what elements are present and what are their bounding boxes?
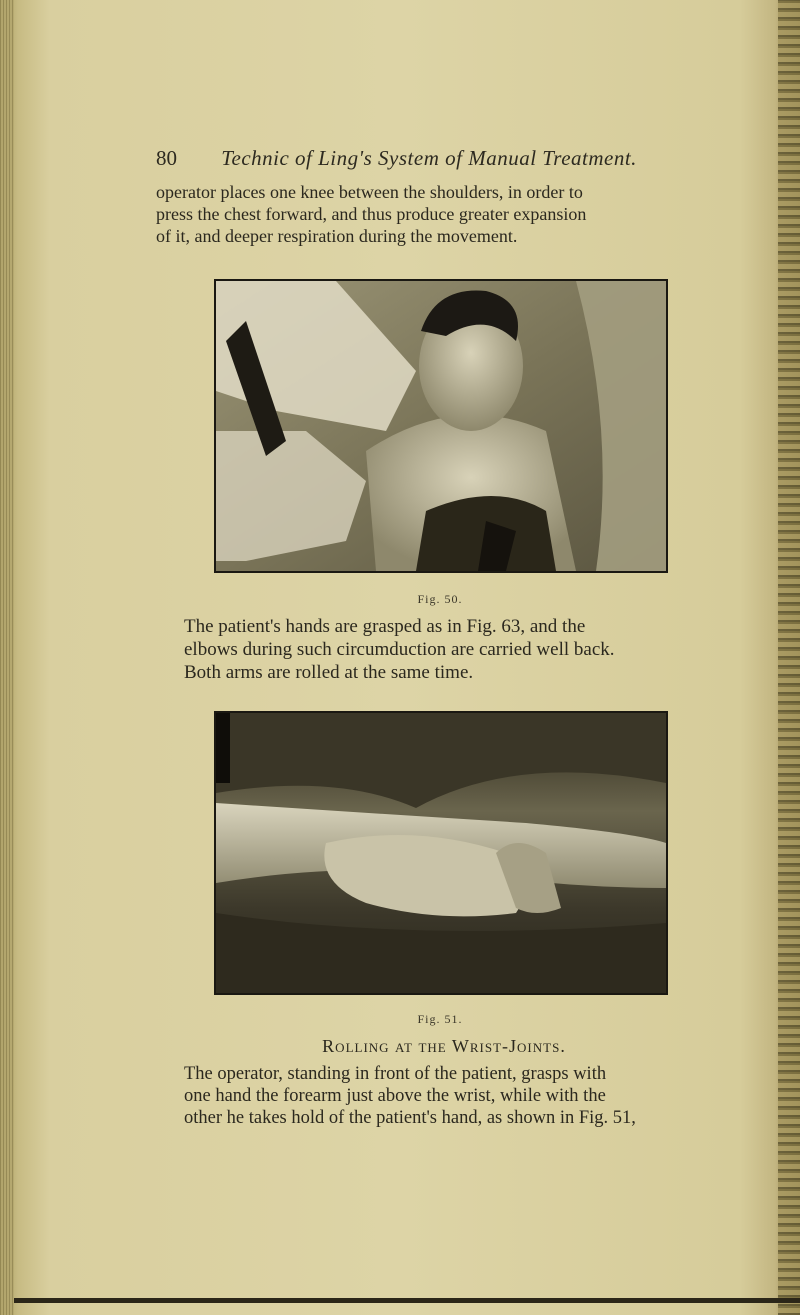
text-line: The operator, standing in front of the patient, grasps with bbox=[184, 1064, 607, 1084]
figure-50-photo bbox=[214, 279, 668, 573]
page-edge bbox=[778, 0, 800, 1315]
figure-51-illustration bbox=[216, 713, 666, 993]
text-line: operator places one knee between the shoulders, in order to bbox=[156, 182, 583, 202]
figure-51-photo bbox=[214, 711, 668, 995]
text-line: Both arms are rolled at the same time. bbox=[184, 662, 474, 683]
paragraph-circumduction bbox=[184, 615, 744, 684]
text-line: other he takes hold of the patient's hand, as shown in Fig. 51, bbox=[184, 1108, 636, 1128]
figure-50-caption: Fig. 50. bbox=[417, 592, 463, 606]
figure-50-illustration bbox=[216, 281, 666, 571]
text-line: of it, and deeper respiration during the movement. bbox=[156, 226, 518, 246]
text-line: one hand the forearm just above the wrist, while with the bbox=[184, 1086, 606, 1106]
text-line: The patient's hands are grasped as in Fig. 63, and the bbox=[184, 616, 586, 637]
page-gutter bbox=[0, 0, 14, 1315]
page-number: 80 bbox=[156, 146, 177, 170]
section-heading: Rolling at the Wrist-Joints. bbox=[322, 1036, 566, 1056]
text-line: elbows during such circumduction are carried well back. bbox=[184, 639, 615, 660]
figure-51-caption: Fig. 51. bbox=[417, 1012, 463, 1026]
paragraph-continuation bbox=[156, 181, 746, 247]
page-bottom-edge bbox=[14, 1298, 800, 1303]
paragraph-wrist-rolling bbox=[184, 1063, 744, 1129]
text-line: press the chest forward, and thus produce greater expansion bbox=[156, 204, 587, 224]
running-title: Technic of Ling's System of Manual Treatment. bbox=[221, 146, 637, 170]
running-header bbox=[156, 140, 716, 176]
